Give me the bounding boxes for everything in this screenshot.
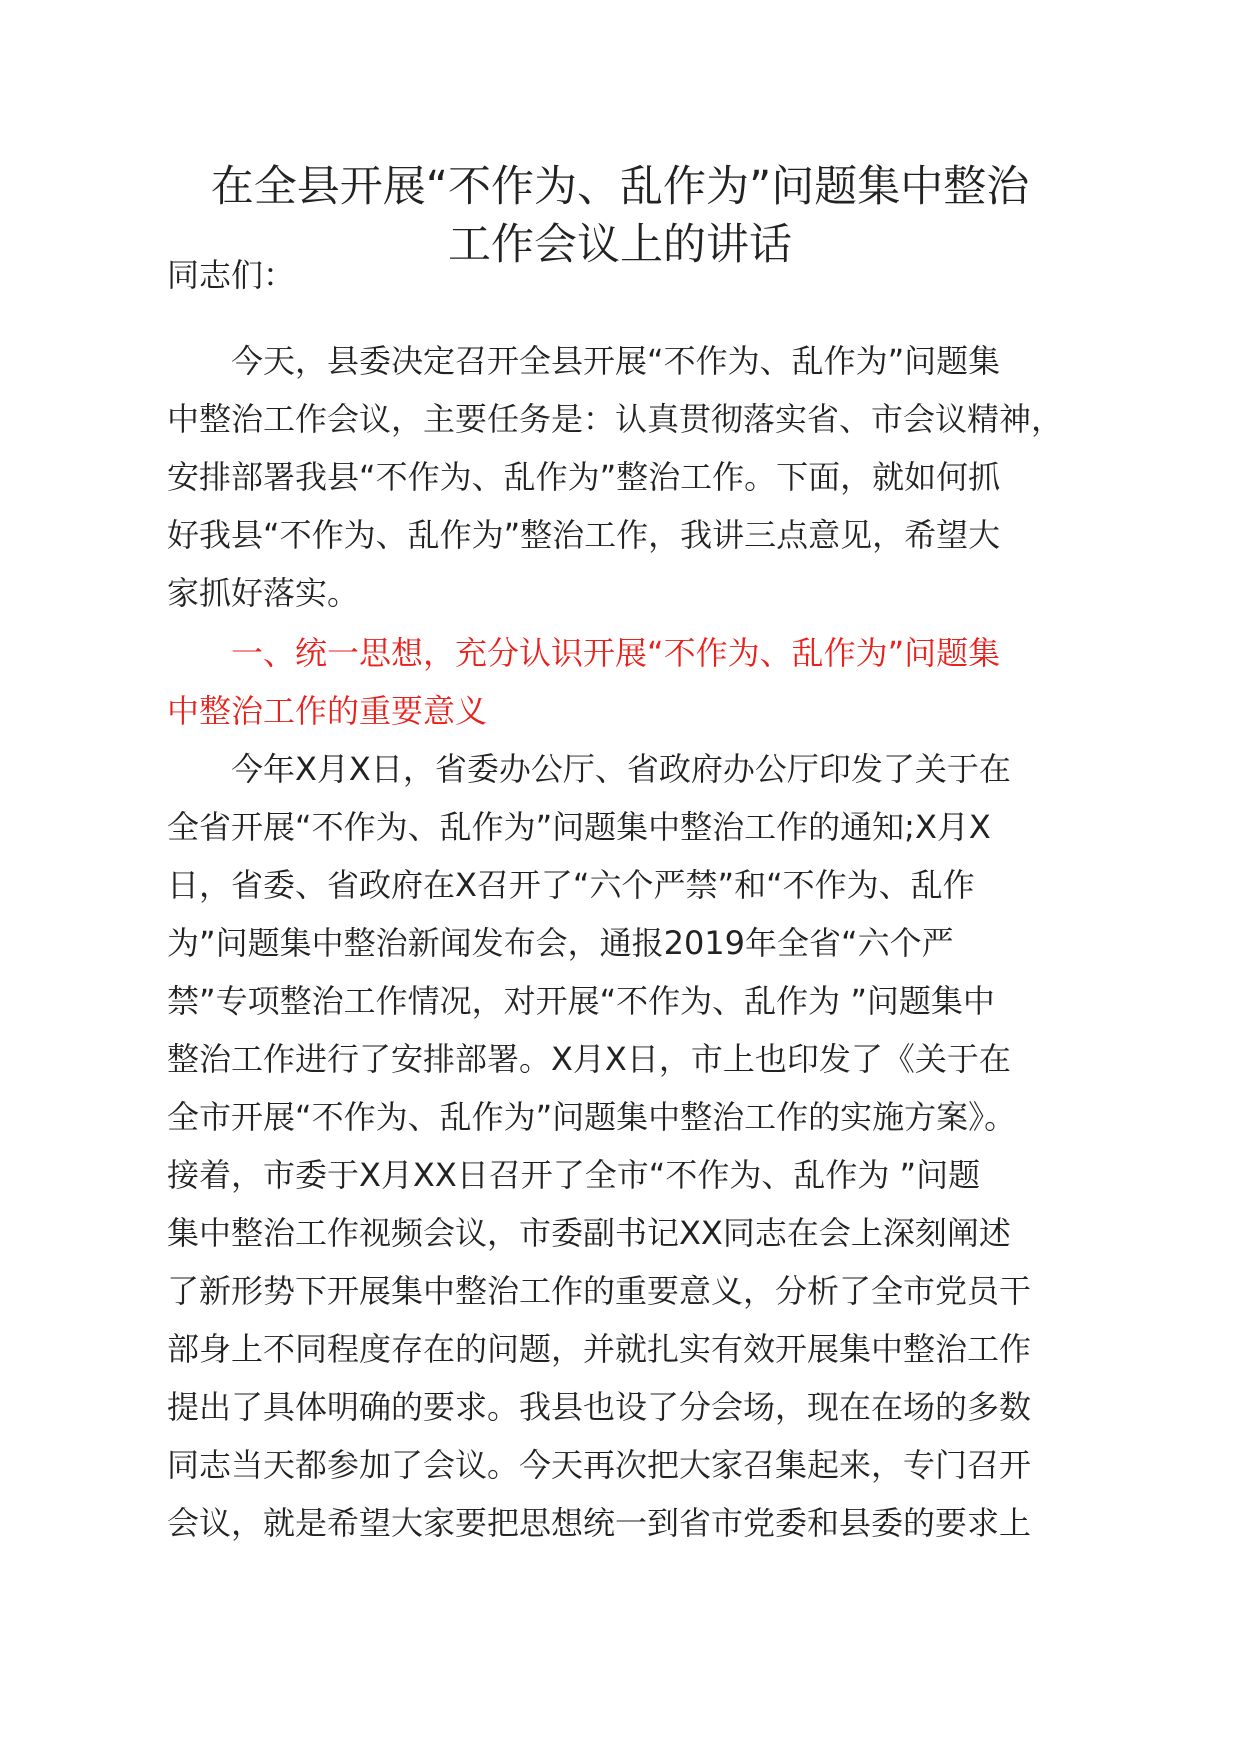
text-line: 家抓好落实。 — [167, 574, 360, 612]
heading-line: 一、统一思想，充分认识开展“不作为、乱作为”问题集 — [167, 634, 1001, 672]
text-line: 提出了具体明确的要求。我县也设了分会场，现在在场的多数 — [167, 1388, 1032, 1426]
title-line: 工作会议上的讲话 — [448, 220, 792, 270]
text-line: 会议，就是希望大家要把思想统一到省市党委和县委的要求上 — [167, 1504, 1032, 1542]
text-line: 今年X月X日，省委办公厅、省政府办公厅印发了关于在 — [167, 750, 1011, 788]
section-heading-1 — [167, 624, 1087, 740]
text-line: 整治工作进行了安排部署。X月X日，市上也印发了《关于在 — [167, 1040, 1011, 1078]
text-line: 全省开展“不作为、乱作为”问题集中整治工作的通知;X月X — [167, 808, 991, 846]
paragraph-intro — [167, 332, 1087, 622]
paragraph-section-1 — [167, 740, 1087, 1552]
text-line: 集中整治工作视频会议，市委副书记XX同志在会上深刻阐述 — [167, 1214, 1011, 1252]
text-line: 禁”专项整治工作情况，对开展“不作为、乱作为 ”问题集中 — [167, 982, 995, 1020]
text-line: 全市开展“不作为、乱作为”问题集中整治工作的实施方案》。 — [167, 1098, 1017, 1136]
text-line: 了新形势下开展集中整治工作的重要意义，分析了全市党员干 — [167, 1272, 1032, 1310]
text-line: 为”问题集中整治新闻发布会，通报2019年全省“六个严 — [167, 924, 954, 962]
text-line: 部身上不同程度存在的问题，并就扎实有效开展集中整治工作 — [167, 1330, 1032, 1368]
greeting — [167, 246, 1087, 304]
title-line: 在全县开展“不作为、乱作为”问题集中整治 — [210, 162, 1030, 212]
greeting-text: 同志们： — [167, 256, 296, 294]
text-line: 同志当天都参加了会议。今天再次把大家召集起来，专门召开 — [167, 1446, 1032, 1484]
text-line: 安排部署我县“不作为、乱作为”整治工作。下面，就如何抓 — [167, 458, 1001, 496]
text-line: 今天，县委决定召开全县开展“不作为、乱作为”问题集 — [167, 342, 1001, 380]
heading-line: 中整治工作的重要意义 — [167, 692, 488, 730]
text-line: 接着，市委于X月XX日召开了全市“不作为、乱作为 ”问题 — [167, 1156, 981, 1194]
text-line: 好我县“不作为、乱作为”整治工作，我讲三点意见，希望大 — [167, 516, 1001, 554]
text-line: 中整治工作会议，主要任务是：认真贯彻落实省、市会议精神， — [167, 400, 1064, 438]
text-line: 日，省委、省政府在X召开了“六个严禁”和“不作为、乱作 — [167, 866, 975, 904]
